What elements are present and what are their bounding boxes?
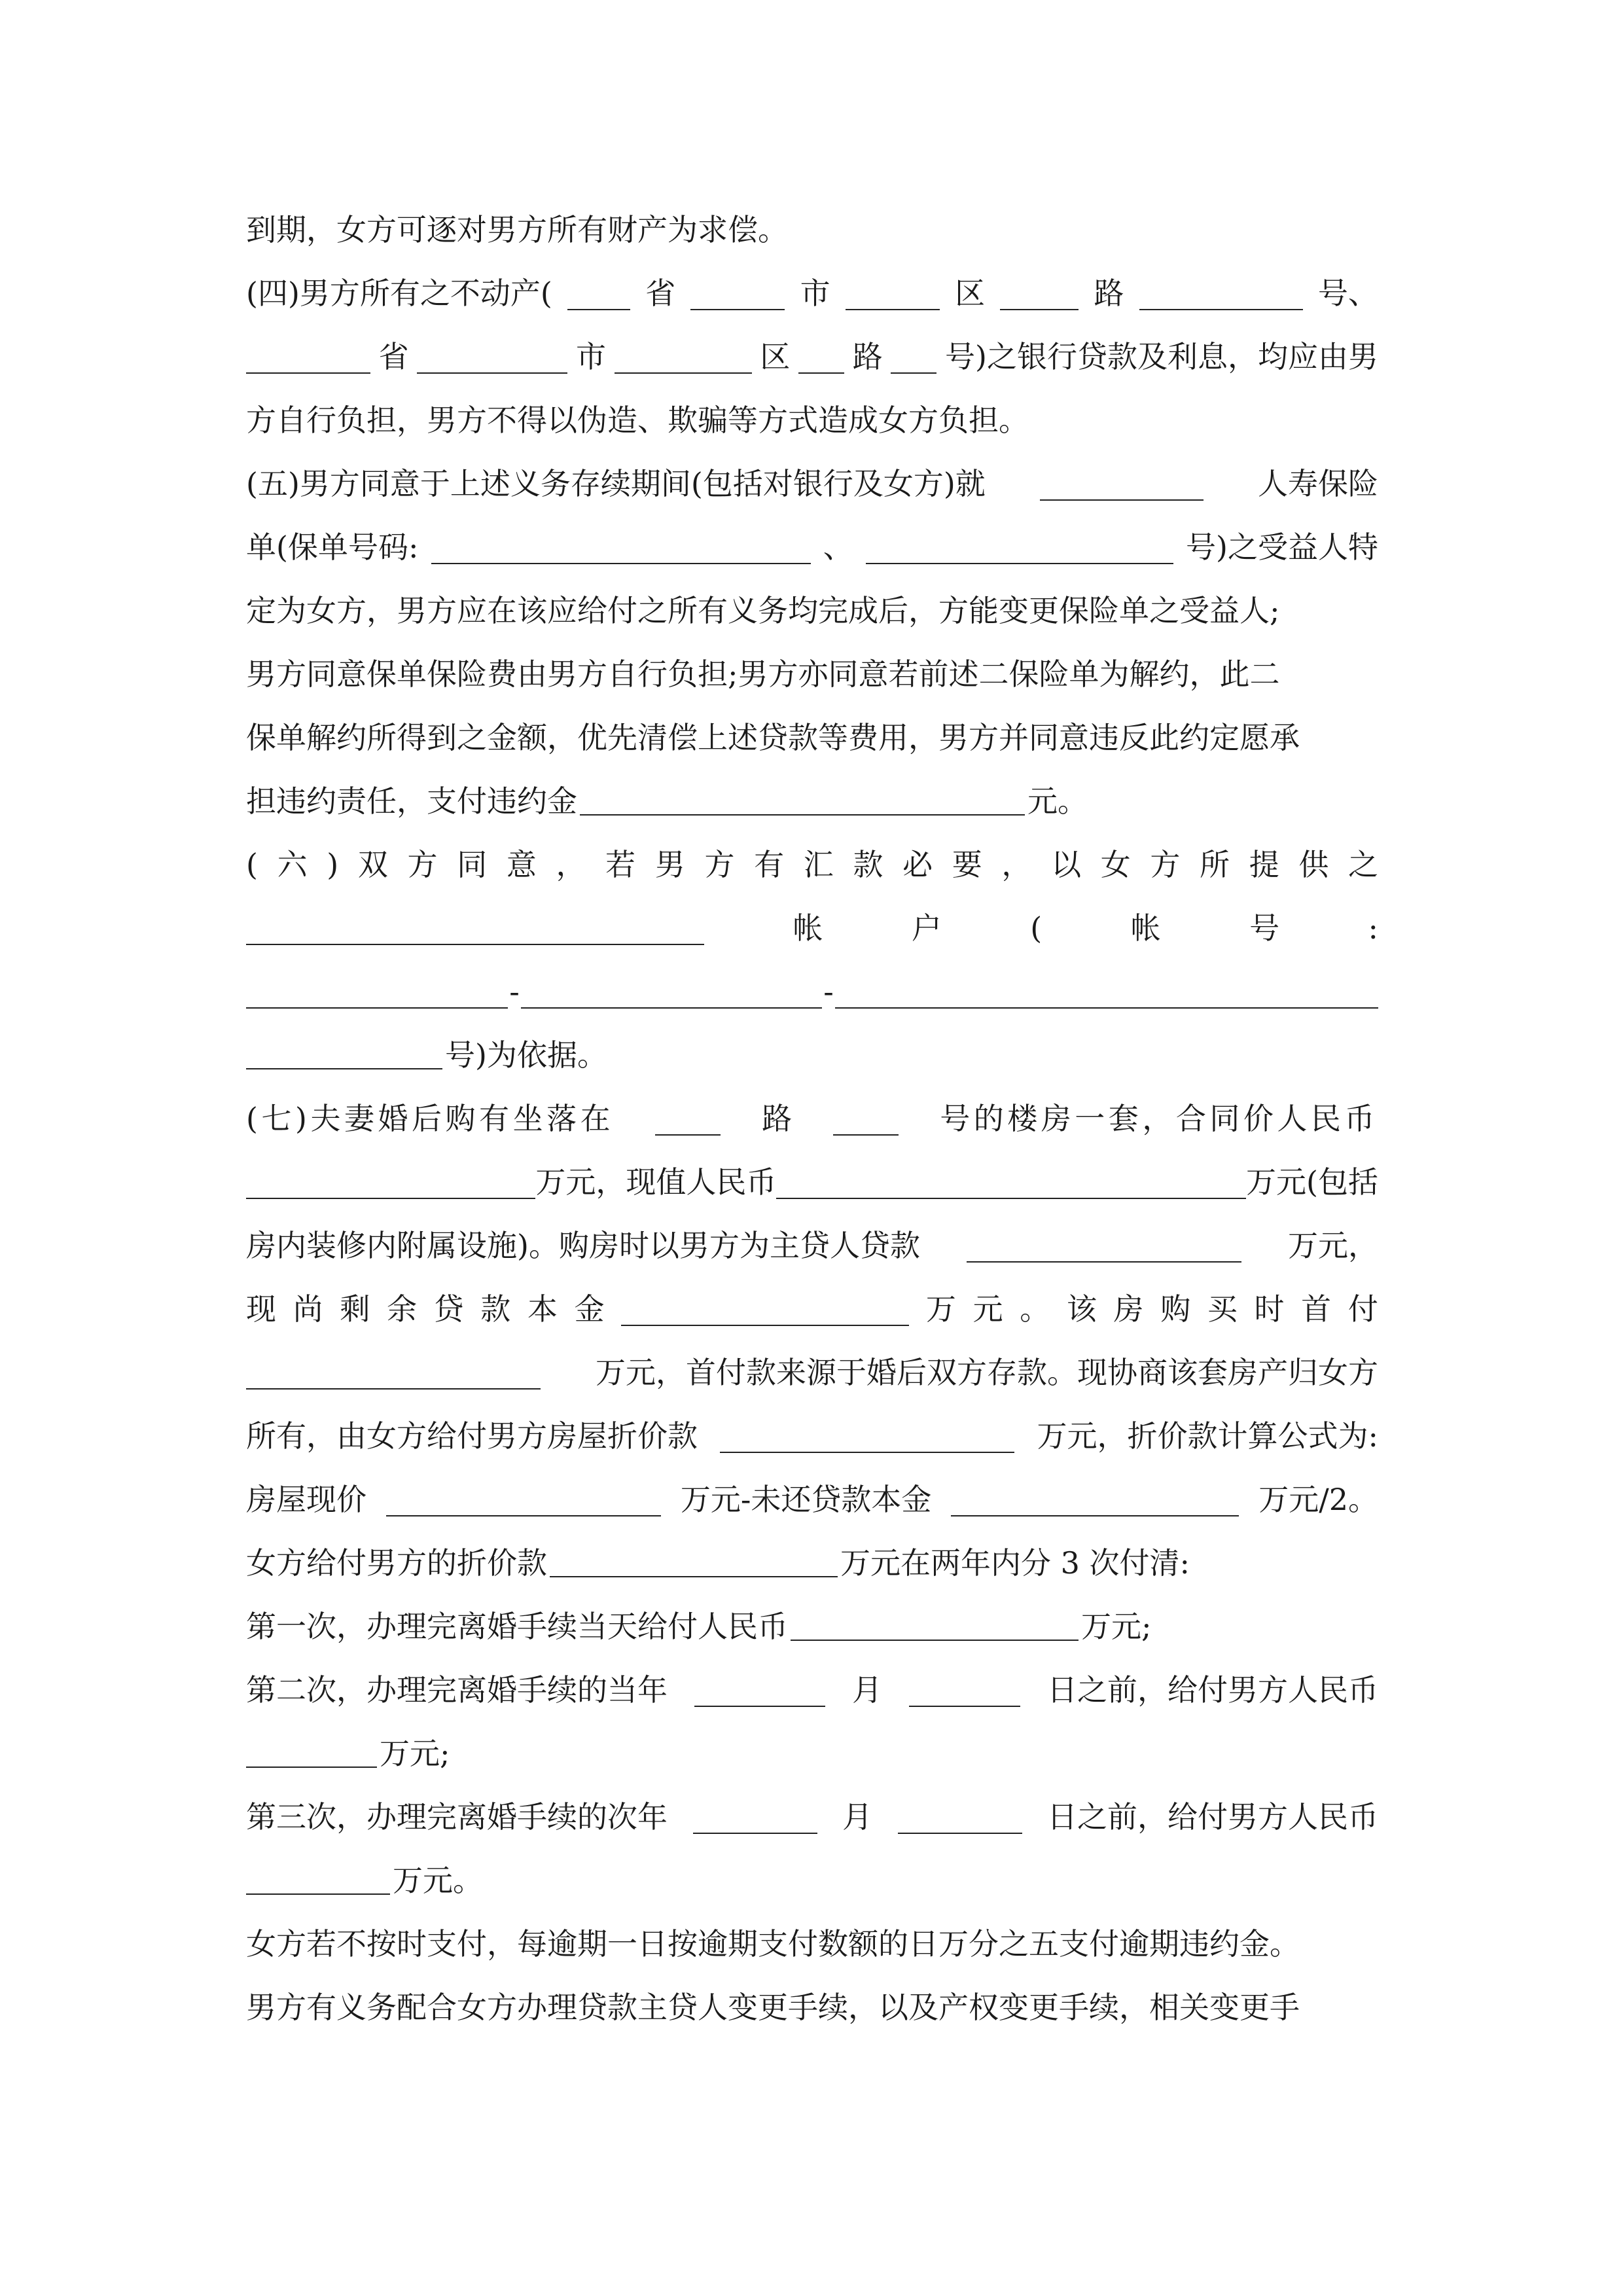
char: 余 [386,1291,417,1327]
third-payment-blank[interactable] [246,1861,390,1894]
blank-field[interactable] [798,340,844,373]
char: 之 [1348,847,1378,882]
clause-7-label: (七)夫妻婚后购有坐落在 [246,1101,615,1136]
month-blank[interactable] [693,1801,817,1833]
char: : [1368,910,1378,946]
char: 方 [1150,847,1181,882]
field-label: 月 [842,1799,872,1835]
text-line [246,1595,1378,1659]
field-label: 日之前，给付男方人民币 [1047,1672,1378,1708]
char: 买 [1207,1291,1238,1327]
char: 本 [527,1291,558,1327]
paragraph-text: 定为女方，男方应在该应给付之所有义务均完成后，方能变更保险单之受益人; [246,593,1280,628]
char: 剩 [340,1291,370,1327]
char: 万 [925,1291,956,1327]
text-line [246,1405,1378,1468]
char: 款 [853,847,883,882]
day-blank[interactable] [898,1801,1022,1833]
text-line [246,1341,1378,1405]
text-line [246,706,1378,770]
day-blank[interactable] [909,1674,1020,1706]
text-line [246,1151,1378,1214]
blank-field[interactable] [833,1102,899,1135]
field-label: 号的楼房一套，合同价人民币 [940,1101,1378,1136]
field-label: 所有，由女方给付男方房屋折价款 [246,1418,698,1454]
char: 金 [574,1291,605,1327]
field-label: 担违约责任，支付违约金 [246,783,577,819]
char: 付 [1347,1291,1378,1327]
blank-field[interactable] [846,277,940,310]
char: 意 [506,847,537,882]
text-line [246,452,1378,516]
char: 。 [1020,1291,1050,1327]
text-line [246,1976,1378,2039]
field-label: 区 [955,276,986,311]
text-line [246,262,1378,325]
char: 帐 [793,910,823,946]
text-line [246,516,1378,579]
paragraph-text: 到期，女方可逐对男方所有财产为求偿。 [246,212,788,247]
paragraph-text: 男方同意保单保险费由男方自行负担;男方亦同意若前述二保险单为解约，此二 [246,656,1280,692]
account-number-blank[interactable] [835,975,1378,1008]
char: 男 [654,847,685,882]
blank-field[interactable] [567,277,630,310]
paragraph-text: 男方有义务配合女方办理贷款主贷人变更手续，以及产权变更手续，相关变更手 [246,1990,1300,2025]
char: 要 [952,847,982,882]
char: ， [556,847,586,882]
field-label: 万元在两年内分 3 次付清: [840,1545,1190,1581]
text-line [246,897,1378,960]
char: 户 [911,910,942,946]
char: 帐 [1130,910,1161,946]
separator: - [509,974,520,1009]
blank-field[interactable] [655,1102,721,1135]
field-label: 万元(包括 [1246,1164,1378,1200]
text-line [246,643,1378,706]
field-label: 号)为依据。 [445,1037,607,1073]
account-blank[interactable] [246,912,704,944]
field-label: 路 [852,339,883,374]
text-line [246,1912,1378,1976]
clause-5-label: (五)男方同意于上述义务存续期间(包括对银行及女方)就 [246,466,986,501]
char: 提 [1249,847,1279,882]
char: 若 [605,847,636,882]
field-label: 省 [378,339,409,374]
field-label: 市 [576,339,607,374]
char: ， [1001,847,1032,882]
char: 贷 [433,1291,464,1327]
char: 必 [902,847,933,882]
text-line [246,1785,1378,1849]
text-line [246,1024,1378,1087]
char: ( [246,847,258,882]
char: 双 [357,847,388,882]
field-label: 日之前，给付男方人民币 [1047,1799,1378,1835]
house-value-blank[interactable] [386,1483,661,1516]
remaining-principal-blank[interactable] [621,1293,909,1325]
account-number-blank[interactable] [246,975,508,1008]
field-label: 单(保单号码: [246,529,419,565]
text-line [246,1722,1378,1785]
unpaid-principal-blank[interactable] [951,1483,1239,1516]
text-line [246,1278,1378,1341]
char: 首 [1301,1291,1332,1327]
char: 房 [1113,1291,1144,1327]
field-label: 万元， [1287,1228,1378,1263]
field-label: 第三次，办理完离婚手续的次年 [246,1799,668,1835]
blank-field[interactable] [1000,277,1079,310]
field-label: 省 [645,276,676,311]
char: 号 [1249,910,1280,946]
blank-field[interactable] [1040,467,1204,500]
current-value-blank[interactable] [776,1166,1246,1198]
blank-field[interactable] [1139,277,1303,310]
char: ( [1030,910,1043,946]
paragraph-text: 方自行负担，男方不得以伪造、欺骗等方式造成女方负担。 [246,403,1029,438]
char: 以 [1051,847,1082,882]
text-line [246,1659,1378,1722]
second-payment-blank[interactable] [246,1734,377,1767]
text-line [246,770,1378,833]
field-label: 号、 [1317,276,1378,311]
field-label: 、 [823,529,853,565]
field-label: 房内装修内附属设施)。购房时以男方为主贷人贷款 [246,1228,920,1263]
char: 汇 [803,847,834,882]
paragraph-text: 保单解约所得到之金额，优先清偿上述贷款等费用，男方并同意违反此约定愿承 [246,720,1300,755]
field-label: 路 [762,1101,793,1136]
char: 同 [457,847,488,882]
field-label: 号)之受益人特 [1186,529,1378,565]
text-line [246,960,1378,1024]
field-label: 房屋现价 [246,1482,366,1517]
clause-4-label: (四)男方所有之不动产( [246,276,552,311]
char: 款 [480,1291,511,1327]
field-label: 万元，现值人民币 [535,1164,777,1200]
char: ) [327,847,339,882]
account-number-blank[interactable] [521,975,822,1008]
paragraph-text: 女方若不按时支付，每逾期一日按逾期支付数额的日万分之五支付逾期违约金。 [246,1926,1300,1962]
char: 尚 [293,1291,323,1327]
policy-number-blank[interactable] [431,531,811,564]
char: 方 [704,847,735,882]
char: 元 [972,1291,1003,1327]
field-label: 万元; [380,1736,450,1771]
field-label: 市 [800,276,830,311]
char: 时 [1254,1291,1285,1327]
contract-price-blank[interactable] [246,1166,535,1198]
field-label: 人寿保险 [1257,466,1378,501]
char: 所 [1200,847,1230,882]
text-line [246,1532,1378,1595]
field-label: 女方给付男方的折价款 [246,1545,547,1581]
text-line [246,325,1378,389]
separator: - [823,974,834,1009]
char: 该 [1066,1291,1097,1327]
text-line [246,1087,1378,1151]
field-label: 万元。 [393,1863,483,1898]
char: 六 [277,847,308,882]
field-label: 路 [1094,276,1124,311]
blank-field[interactable] [246,340,370,373]
down-payment-blank[interactable] [246,1356,541,1389]
char: 女 [1100,847,1131,882]
field-label: 万元，折价款计算公式为: [1037,1418,1378,1454]
blank-field[interactable] [615,340,752,373]
compensation-blank[interactable] [720,1420,1014,1452]
policy-number-blank[interactable] [866,531,1173,564]
char: 供 [1298,847,1329,882]
blank-field[interactable] [417,340,567,373]
field-label: 万元-未还贷款本金 [680,1482,932,1517]
penalty-amount-blank[interactable] [580,782,1025,815]
field-label: 第一次，办理完离婚手续当天给付人民币 [246,1609,788,1644]
first-payment-blank[interactable] [791,1607,1079,1640]
text-line [246,1468,1378,1532]
blank-field[interactable] [891,340,936,373]
month-blank[interactable] [694,1674,825,1706]
char: 方 [407,847,438,882]
char: 购 [1160,1291,1191,1327]
text-line [246,579,1378,643]
field-label: 元。 [1027,783,1088,819]
text-line [246,833,1378,897]
text-line [246,389,1378,452]
field-label: 号)之银行贷款及利息，均应由男 [945,339,1378,374]
field-label: 万元; [1081,1609,1152,1644]
char: 现 [246,1291,276,1327]
loan-amount-blank[interactable] [967,1229,1241,1262]
field-label: 第二次，办理完离婚手续的当年 [246,1672,668,1708]
compensation-blank[interactable] [550,1544,838,1577]
account-number-blank[interactable] [246,1036,442,1069]
blank-field[interactable] [690,277,785,310]
text-line [246,1849,1378,1912]
paragraph-text: 万元，首付款来源于婚后双方存款。现协商该套房产归女方 [596,1355,1378,1390]
text-line [246,198,1378,262]
text-line [246,1214,1378,1278]
char: 有 [754,847,785,882]
field-label: 月 [852,1672,882,1708]
field-label: 区 [760,339,791,374]
field-label: 万元/2。 [1258,1482,1378,1517]
